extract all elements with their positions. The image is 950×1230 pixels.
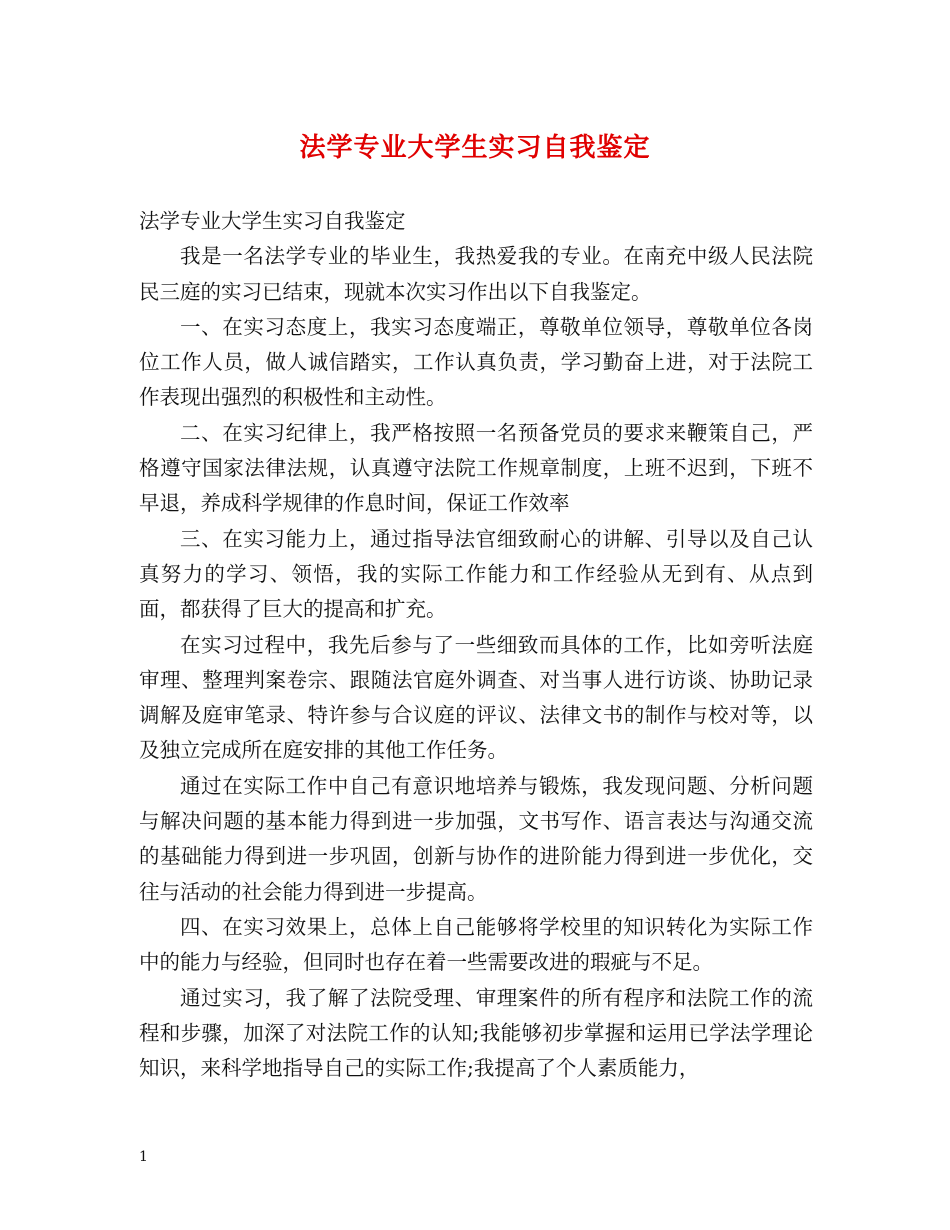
paragraph-effect: 四、在实习效果上，总体上自己能够将学校里的知识转化为实际工作中的能力与经验，但同时也存在着一些需要改进的瑕疵与不足。	[139, 914, 813, 975]
paragraph-process: 在实习过程中，我先后参与了一些细致而具体的工作，比如旁听法庭审理、整理判案卷宗、跟随法官庭外调查、对当事人进行访谈、协助记录调解及庭审笔录、特许参与合议庭的评议、法律文书的制作与校对等，以及独立完成所在庭安排的其他工作任务。	[139, 632, 813, 763]
paragraph-summary: 通过实习，我了解了法院受理、审理案件的所有程序和法院工作的流程和步骤，加深了对法院工作的认知;我能够初步掌握和运用已学法学理论知识，来科学地指导自己的实际工作;我提高了个人素质能力，	[139, 985, 813, 1081]
document-body	[139, 204, 813, 1086]
paragraph-intro: 我是一名法学专业的毕业生，我热爱我的专业。在南充中级人民法院民三庭的实习已结束，现就本次实习作出以下自我鉴定。	[139, 244, 813, 304]
document-subtitle: 法学专业大学生实习自我鉴定	[139, 209, 406, 233]
document-title: 法学专业大学生实习自我鉴定	[299, 133, 651, 163]
paragraph-training: 通过在实际工作中自己有意识地培养与锻炼，我发现问题、分析问题与解决问题的基本能力得到进一步加强，文书写作、语言表达与沟通交流的基础能力得到进一步巩固，创新与协作的进阶能力得到进一步优化，交往与活动的社会能力得到进一步提高。	[139, 773, 813, 904]
page-number: 1	[139, 1149, 148, 1165]
paragraph-ability: 三、在实习能力上，通过指导法官细致耐心的讲解、引导以及自己认真努力的学习、领悟，我的实际工作能力和工作经验从无到有、从点到面，都获得了巨大的提高和扩充。	[139, 526, 813, 622]
paragraph-discipline: 二、在实习纪律上，我严格按照一名预备党员的要求来鞭策自己，严格遵守国家法律法规，认真遵守法院工作规章制度，上班不迟到，下班不早退，养成科学规律的作息时间，保证工作效率	[139, 420, 813, 516]
paragraph-attitude: 一、在实习态度上，我实习态度端正，尊敬单位领导，尊敬单位各岗位工作人员，做人诚信踏实，工作认真负责，学习勤奋上进，对于法院工作表现出强烈的积极性和主动性。	[139, 314, 813, 410]
